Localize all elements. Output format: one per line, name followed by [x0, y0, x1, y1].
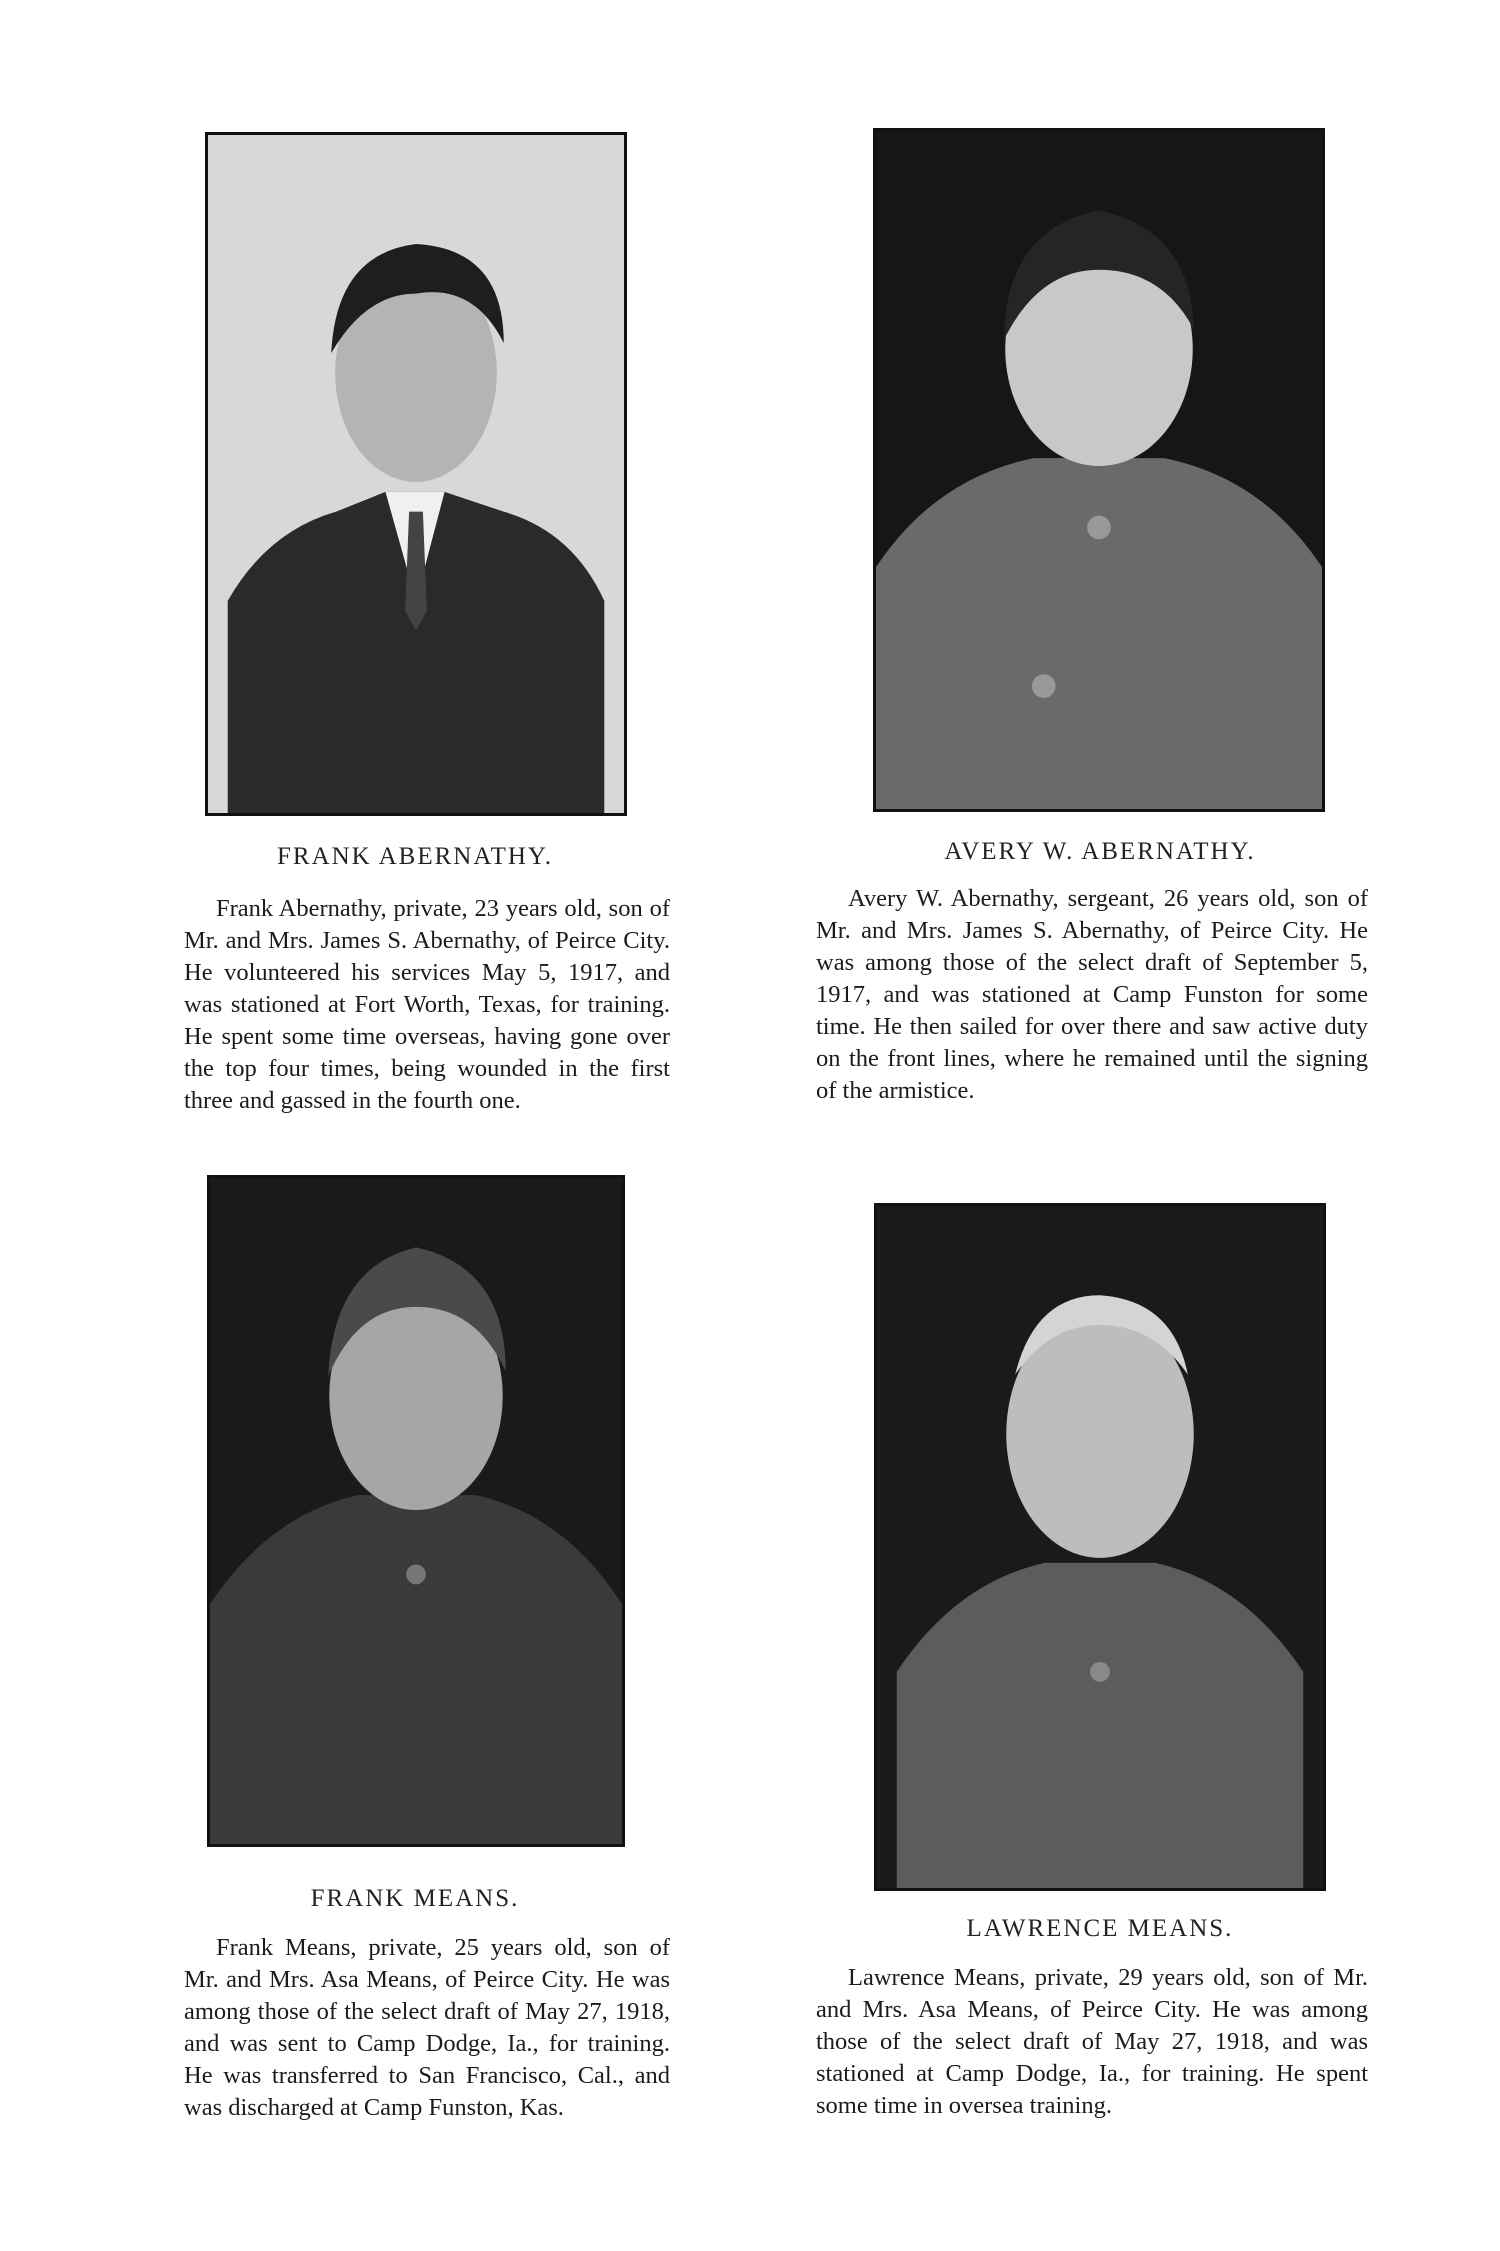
entry-bio — [184, 1932, 670, 2124]
entry-bio — [816, 883, 1368, 1107]
portrait-frank-abernathy — [205, 132, 627, 816]
entry-name: AVERY W. ABERNATHY. — [944, 838, 1256, 865]
portrait-uniform-icon — [876, 131, 1322, 809]
entry-bio-text: Lawrence Means, private, 29 years old, son of Mr. and Mrs. Asa Means, of Peirce City. He was among those of the select draft of May 27, 1918, and was stationed at Camp Dodge, Ia., for training. He spent some time in oversea training. — [816, 1964, 1368, 2119]
entry-bio-text: Frank Abernathy, private, 23 years old, son of Mr. and Mrs. James S. Abernathy, of Peirce City. He volunteered his services May 5, 1917, and was stationed at Fort Worth, Texas, for training. He spent some time overseas, having gone over the top four times, being wounded in the first three and gassed in the fourth one. — [184, 895, 670, 1114]
portrait-lawrence-means — [874, 1203, 1326, 1891]
entry-name: FRANK MEANS. — [310, 1885, 520, 1912]
portrait-civilian-suit-icon — [208, 135, 624, 813]
entry-name: FRANK ABERNATHY. — [276, 843, 554, 870]
entry-name: LAWRENCE MEANS. — [966, 1915, 1234, 1942]
portrait-frank-means — [207, 1175, 625, 1847]
portrait-uniform-icon — [210, 1178, 622, 1844]
entry-bio-text: Frank Means, private, 25 years old, son of Mr. and Mrs. Asa Means, of Peirce City. He was among those of the select draft of May 27, 1918, and was sent to Camp Dodge, Ia., for training. He was transferred to San Francisco, Cal., and was discharged at Camp Funston, Kas. — [184, 1934, 670, 2121]
portrait-avery-w-abernathy — [873, 128, 1325, 812]
entry-bio — [816, 1962, 1368, 2122]
portrait-uniform-icon — [877, 1206, 1323, 1888]
entry-bio-text: Avery W. Abernathy, sergeant, 26 years old, son of Mr. and Mrs. James S. Abernathy, of Peirce City. He was among those of the select draft of September 5, 1917, and was stationed at Camp Funston for some time. He then sailed for over there and saw active duty on the front lines, where he remained until the signing of the armistice. — [816, 885, 1368, 1104]
entry-bio — [184, 893, 670, 1117]
